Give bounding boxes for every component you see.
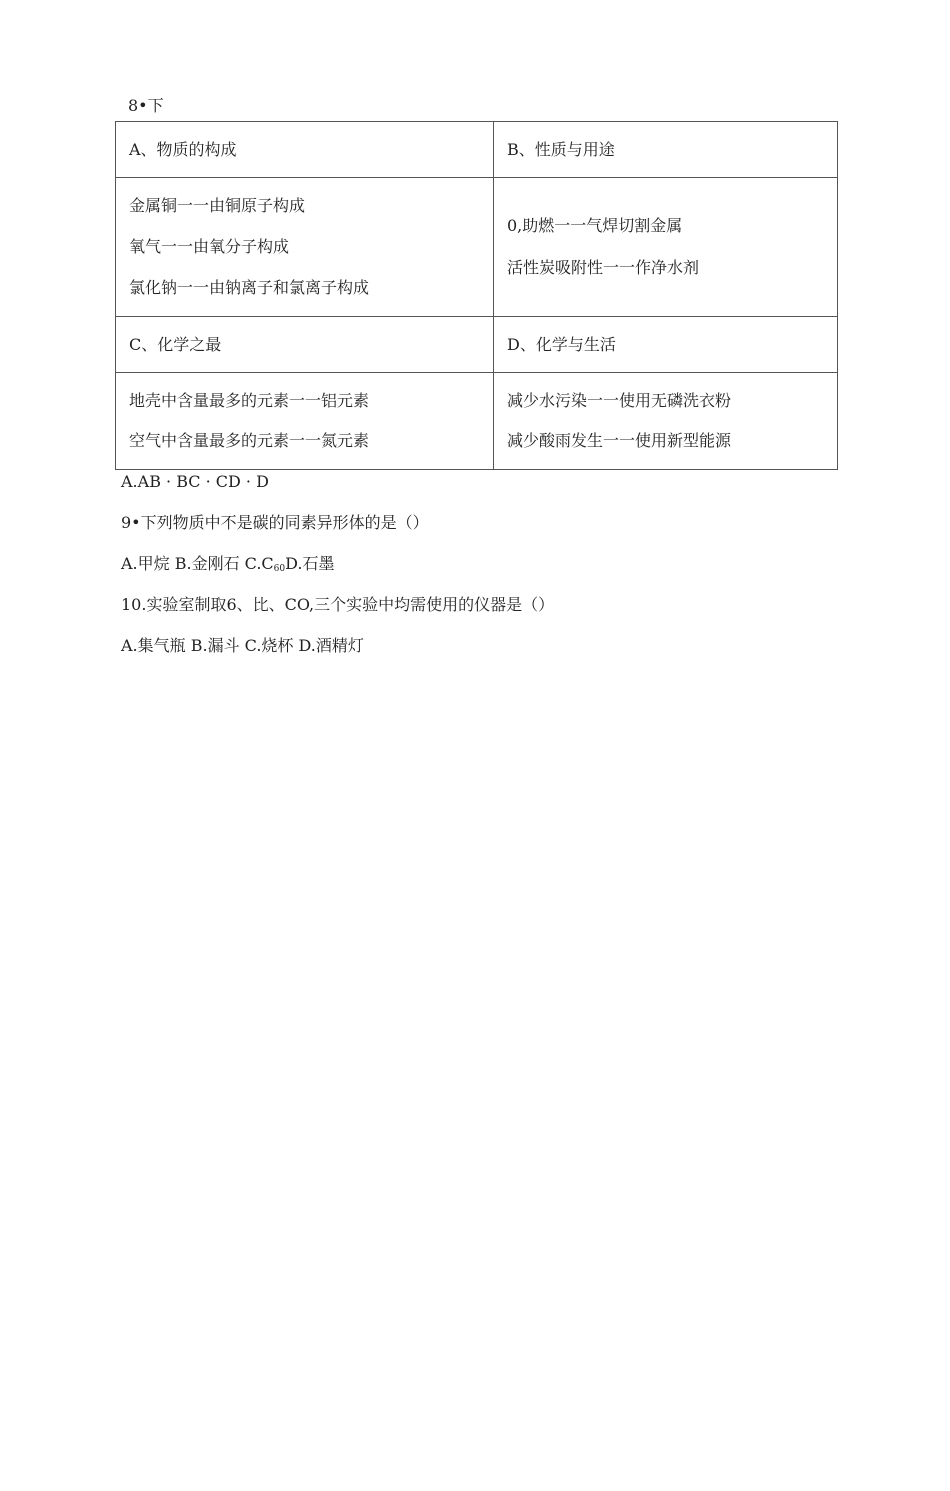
c-line-2: 空气中含量最多的元素一一氮元素 xyxy=(129,431,370,450)
b-title: B、性质与用途 xyxy=(507,139,615,159)
cell-d-content xyxy=(494,373,838,470)
a-title: A、物质的构成 xyxy=(129,139,237,159)
cell-b-title xyxy=(494,122,838,178)
b-line-2: 活性炭吸附性一一作净水剂 xyxy=(507,258,700,277)
question-10-text: 10.实验室制取6、比、CO,三个实验中均需使用的仪器是（） xyxy=(121,595,555,614)
a-line-2: 氧气一一由氧分子构成 xyxy=(129,237,290,256)
b-line-1: 0,助燃一一气焊切割金属 xyxy=(507,216,683,235)
table-row xyxy=(116,122,838,178)
d-line-2: 减少酸雨发生一一使用新型能源 xyxy=(507,431,732,450)
table-row xyxy=(116,373,838,470)
cell-c-title xyxy=(116,317,494,373)
cell-c-content xyxy=(116,373,494,470)
q9-options-pre: A.甲烷 B.金刚石 C.C xyxy=(121,554,274,573)
cell-a-title xyxy=(116,122,494,178)
question-10-options: A.集气瓶 B.漏斗 C.烧杯 D.酒精灯 xyxy=(121,636,364,655)
cell-d-title xyxy=(494,317,838,373)
a-line-1: 金属铜一一由铜原子构成 xyxy=(129,196,306,215)
q9-options-subscript: 60 xyxy=(273,564,286,574)
table-row xyxy=(116,317,838,373)
d-title: D、化学与生活 xyxy=(507,334,616,354)
cell-a-content xyxy=(116,178,494,317)
c-line-1: 地壳中含量最多的元素一一铝元素 xyxy=(129,391,370,410)
c-title: C、化学之最 xyxy=(129,334,222,354)
d-line-1: 减少水污染一一使用无磷洗衣粉 xyxy=(507,391,732,410)
question-9-text: 9•下列物质中不是碳的同素异形体的是（） xyxy=(121,513,429,532)
a-line-3: 氯化钠一一由钠离子和氯离子构成 xyxy=(129,278,370,297)
question-8-options: A.AB · BC · CD · D xyxy=(121,472,269,491)
table-row xyxy=(116,178,838,317)
question-8-header: 8•下 xyxy=(128,96,164,115)
question-9-options xyxy=(121,554,334,579)
q9-options-post: D.石墨 xyxy=(285,554,335,573)
question-8-table xyxy=(115,121,838,470)
cell-b-content xyxy=(494,178,838,317)
